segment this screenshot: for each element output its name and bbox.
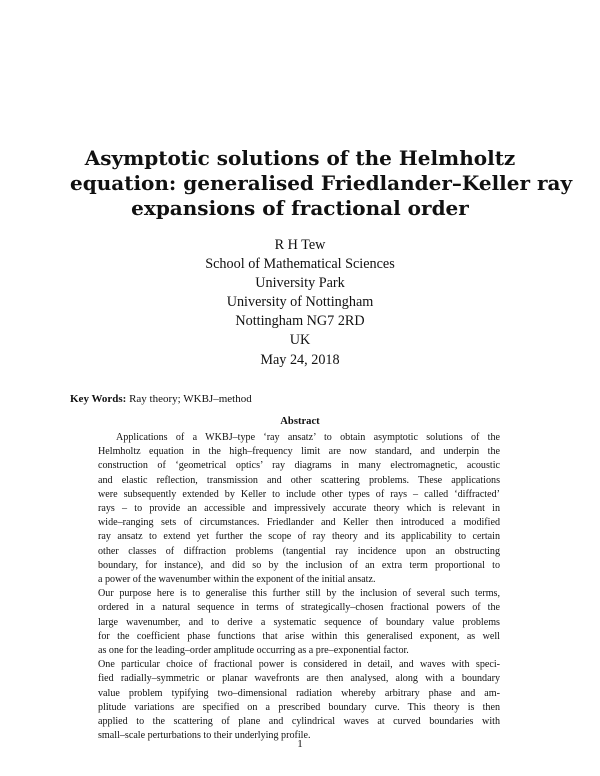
abstract-line: One particular choice of fractional power is considered in detail, and waves with speci- bbox=[98, 659, 500, 671]
abstract-line: and elastic reflection, transmission and other scattering problems. These applications bbox=[98, 474, 500, 486]
abstract-line: a power of the wavenumber within the exponent of the initial ansatz. bbox=[98, 574, 376, 586]
abstract-line: were subsequently extended by Keller to include other types of rays – called ‘diffracted’ bbox=[98, 488, 500, 500]
abstract-line: value problem typifying two–dimensional radiation whereby arbitrary phase and am- bbox=[98, 687, 500, 699]
abstract-line: for the coefficient phase functions that arise within this generalised exponent, as well bbox=[98, 630, 500, 642]
keywords-label: Key Words: bbox=[70, 393, 127, 405]
abstract-line: applied to the scattering of plane and cylindrical waves at curved boundaries with bbox=[98, 716, 500, 728]
author-name: R H Tew bbox=[274, 237, 326, 253]
abstract-line: other classes of diffraction problems (tangential ray incidence upon an obstructing bbox=[98, 545, 500, 557]
paper-date: May 24, 2018 bbox=[260, 352, 340, 368]
abstract-line: small–scale perturbations to their underlying profile. bbox=[98, 730, 311, 742]
abstract-heading: Abstract bbox=[280, 416, 320, 427]
author-block bbox=[100, 236, 500, 350]
abstract-line: plitude variations are specified on a prescribed boundary curve. This theory is then bbox=[98, 701, 500, 713]
abstract-body bbox=[98, 431, 500, 743]
author-affiliation-line: School of Mathematical Sciences bbox=[205, 256, 395, 272]
abstract-line: construction of ‘geometrical optics’ ray diagrams in many electromagnetic, acoustic bbox=[98, 460, 500, 472]
title-line: expansions of fractional order bbox=[131, 196, 469, 220]
abstract-line: large wavenumber, and to derive a systematic sequence of boundary value problems bbox=[98, 616, 500, 628]
abstract-line: rays – to provide an accessible and impressively accurate theory which is relevant in bbox=[98, 503, 500, 515]
paper-title bbox=[70, 146, 573, 221]
page-number: 1 bbox=[297, 738, 303, 750]
keywords bbox=[70, 392, 252, 406]
abstract-line: ray ansatz to extend yet further the scope of ray theory and its applicability to certain bbox=[98, 531, 500, 543]
abstract-line: as one for the leading–order amplitude occurring as a pre–exponential factor. bbox=[98, 645, 409, 657]
abstract-line: Applications of a WKBJ–type ‘ray ansatz’ to obtain asymptotic solutions of the bbox=[116, 432, 500, 443]
abstract-line: Helmholtz equation in the high–frequency limit are now standard, and underpin the bbox=[98, 446, 500, 458]
abstract-line: ordered in a natural sequence in terms of strategically–chosen fractional powers of the bbox=[98, 602, 500, 614]
author-affiliation-line: University of Nottingham bbox=[226, 294, 374, 310]
author-affiliation-line: University Park bbox=[255, 275, 345, 291]
author-affiliation-line: Nottingham NG7 2RD bbox=[235, 313, 365, 329]
abstract-line: wide–ranging sets of circumstances. Friedlander and Keller then introduced a modified bbox=[98, 517, 500, 529]
keywords-value: Ray theory; WKBJ–method bbox=[129, 393, 252, 405]
abstract-line: fied radially–symmetric or planar wavefronts are then analysed, along with a boundary bbox=[98, 673, 500, 685]
title-line: equation: generalised Friedlander–Keller ray bbox=[70, 171, 573, 195]
title-line: Asymptotic solutions of the Helmholtz bbox=[84, 146, 516, 170]
author-affiliation-line: UK bbox=[289, 332, 311, 348]
abstract-line: Our purpose here is to generalise this further still by the inclusion of several such terms, bbox=[98, 588, 500, 600]
abstract-line: boundary, for instance), and did so by the inclusion of an extra term proportional to bbox=[98, 559, 500, 571]
